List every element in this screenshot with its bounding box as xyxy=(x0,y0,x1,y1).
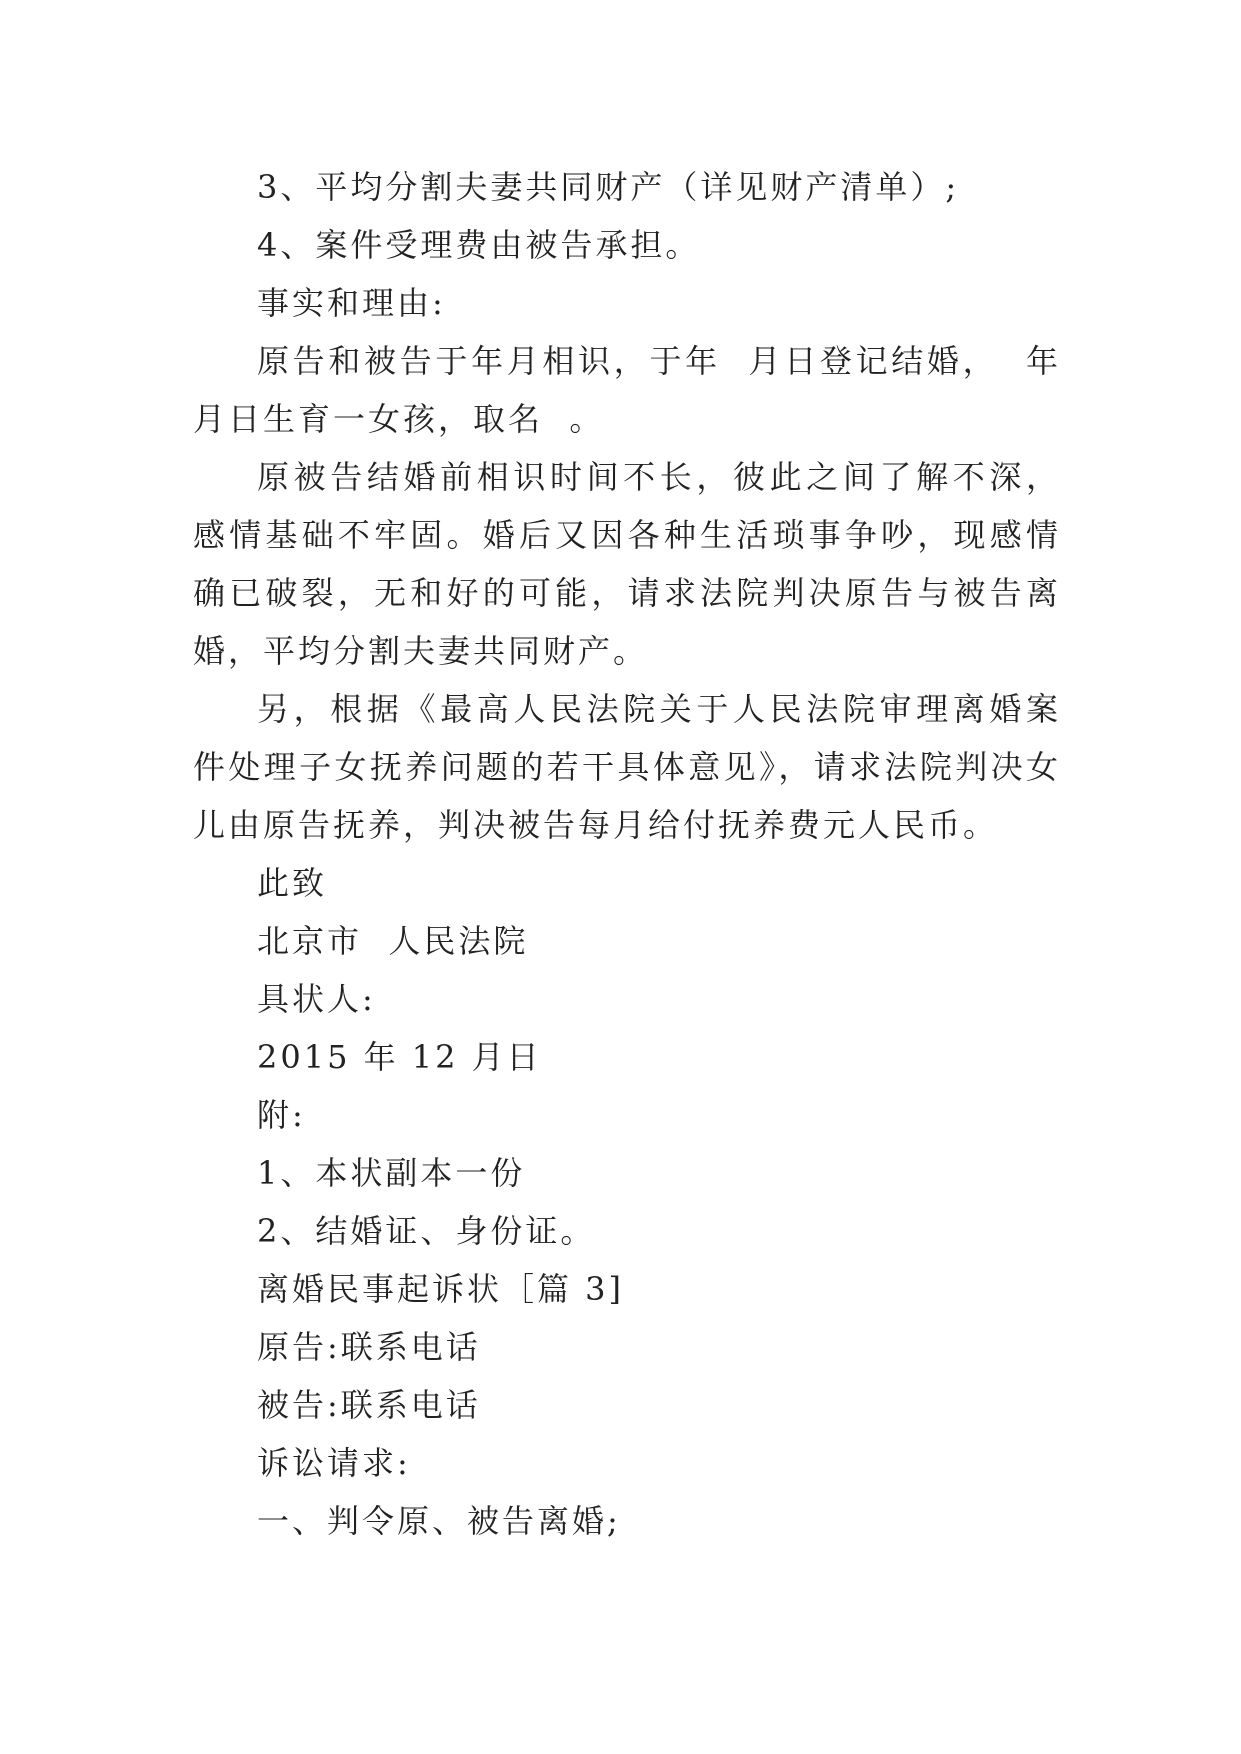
marriage-paragraph: 原告和被告于年月相识，于年 月日登记结婚， 年月日生育一女孩，取名 。 xyxy=(193,342,1061,438)
petitioner-label: 具状人: xyxy=(257,980,376,1018)
document-body xyxy=(193,158,1061,1550)
court-name: 北京市 人民法院 xyxy=(257,922,529,960)
attachment-item-2: 2、结婚证、身份证。 xyxy=(257,1212,596,1250)
attachments-heading: 附: xyxy=(257,1096,306,1134)
claim-item-first: 一、判令原、被告离婚; xyxy=(257,1502,621,1540)
attachment-item-1: 1、本状副本一份 xyxy=(257,1154,526,1192)
salutation: 此致 xyxy=(257,864,328,902)
claim-item-4: 4、案件受理费由被告承担。 xyxy=(257,226,701,264)
relationship-paragraph: 原被告结婚前相识时间不长，彼此之间了解不深，感情基础不牢固。婚后又因各种生活琐事争吵，现感情确已破裂，无和好的可能，请求法院判决原告与被告离婚，平均分割夫妻共同财产。 xyxy=(193,458,1061,670)
custody-paragraph: 另，根据《最高人民法院关于人民法院审理离婚案件处理子女抚养问题的若干具体意见》，请求法院判决女儿由原告抚养，判决被告每月给付抚养费元人民币。 xyxy=(193,690,1061,844)
claims-heading: 诉讼请求: xyxy=(257,1444,411,1482)
document-date: 2015 年 12 月日 xyxy=(257,1038,542,1076)
section-title: 离婚民事起诉状［篇 3] xyxy=(257,1270,625,1308)
claim-item-3: 3、平均分割夫妻共同财产（详见财产清单）; xyxy=(257,168,960,206)
plaintiff-line: 原告:联系电话 xyxy=(257,1328,481,1366)
defendant-line: 被告:联系电话 xyxy=(257,1386,481,1424)
facts-heading: 事实和理由: xyxy=(257,284,446,322)
